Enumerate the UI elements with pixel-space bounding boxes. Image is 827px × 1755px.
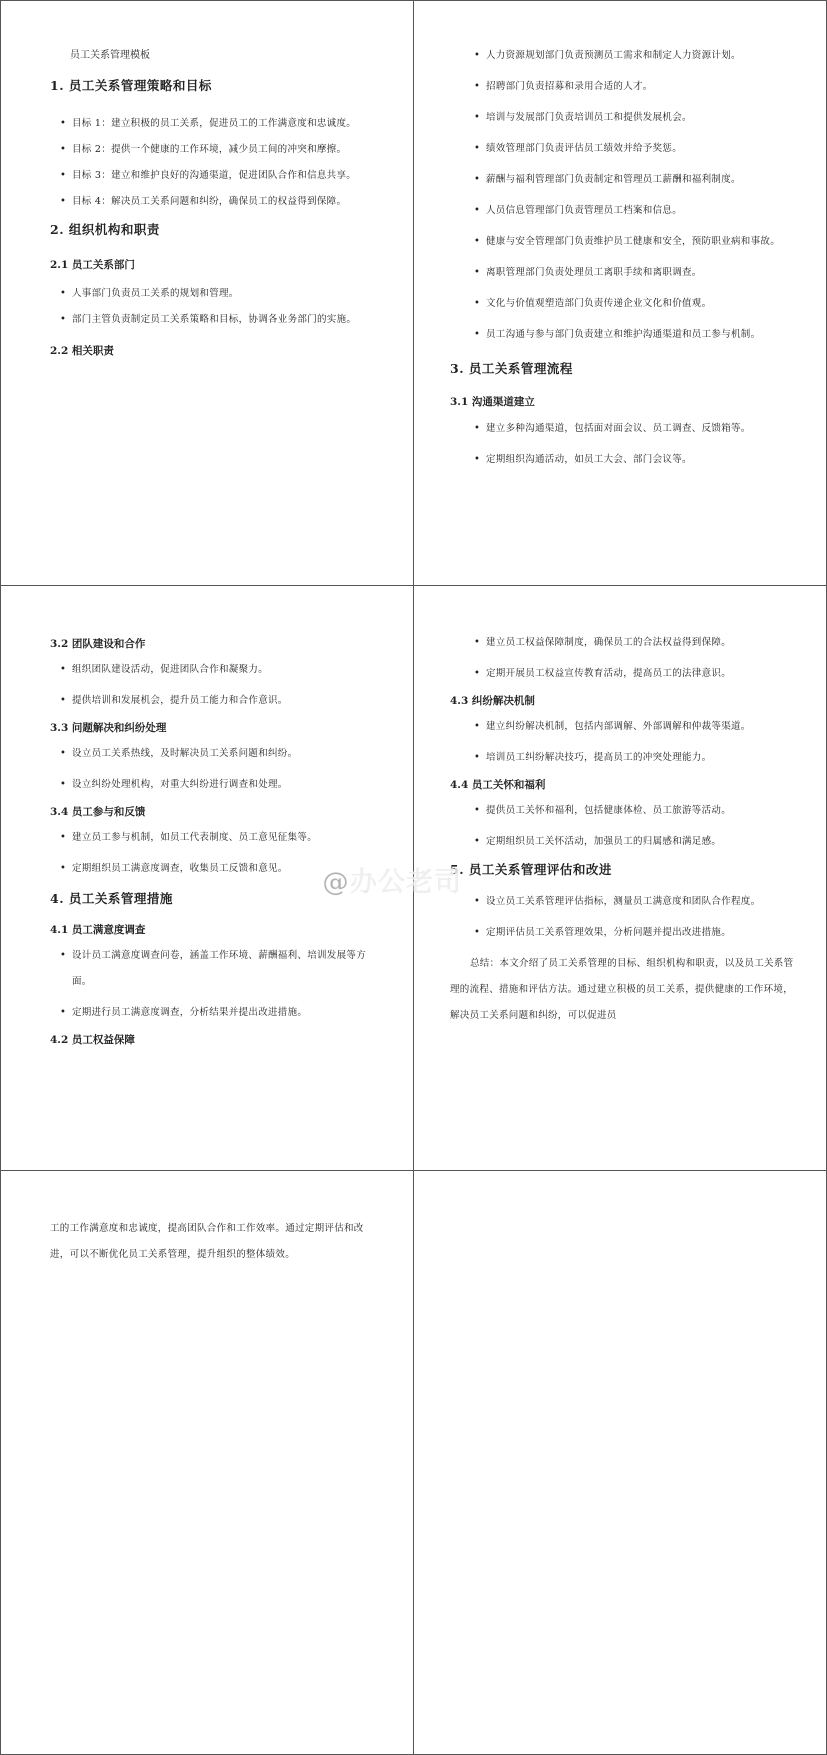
list-item: • 绩效管理部门负责评估员工绩效并给予奖惩。 [464, 136, 794, 162]
list-item: • 目标 1：建立积极的员工关系，促进员工的工作满意度和忠诚度。 [50, 111, 370, 137]
section-4-heading: 4. 员工关系管理措施 [50, 891, 173, 906]
section-4-4-heading: 4.4 员工关怀和福利 [450, 779, 546, 791]
list-item: • 定期开展员工权益宣传教育活动，提高员工的法律意识。 [464, 661, 794, 687]
section-4-1-heading: 4.1 员工满意度调查 [50, 924, 146, 936]
summary-continuation: 工的工作满意度和忠诚度，提高团队合作和工作效率。通过定期评估和改进，可以不断优化员工关系管理，提升组织的整体绩效。 [50, 1223, 364, 1260]
list-item: • 部门主管负责制定员工关系策略和目标，协调各业务部门的实施。 [50, 307, 370, 333]
list-item: • 设计员工满意度调查问卷，涵盖工作环境、薪酬福利、培训发展等方面。 [50, 943, 370, 995]
list-item: • 组织团队建设活动，促进团队合作和凝聚力。 [50, 657, 370, 683]
list-item: • 定期组织员工满意度调查，收集员工反馈和意见。 [50, 856, 370, 882]
section-3-heading: 3. 员工关系管理流程 [450, 361, 573, 376]
section-2-heading: 2. 组织机构和职责 [50, 222, 160, 237]
list-item: • 人员信息管理部门负责管理员工档案和信息。 [464, 198, 794, 224]
section-3-3-heading: 3.3 问题解决和纠纷处理 [50, 722, 167, 734]
list-item: • 设立员工关系管理评估指标，测量员工满意度和团队合作程度。 [464, 889, 794, 915]
list-item: • 人事部门负责员工关系的规划和管理。 [50, 281, 370, 307]
list-item: • 建立员工权益保障制度，确保员工的合法权益得到保障。 [464, 630, 794, 656]
list-item: • 定期评估员工关系管理效果，分析问题并提出改进措施。 [464, 920, 794, 946]
list-item: • 建立员工参与机制，如员工代表制度、员工意见征集等。 [50, 825, 370, 851]
list-item: • 薪酬与福利管理部门负责制定和管理员工薪酬和福利制度。 [464, 167, 794, 193]
list-item: • 目标 4：解决员工关系问题和纠纷，确保员工的权益得到保障。 [50, 189, 370, 215]
section-2-2-heading: 2.2 相关职责 [50, 345, 114, 357]
section-3-4-heading: 3.4 员工参与和反馈 [50, 806, 146, 818]
list-item: • 定期组织员工关怀活动，加强员工的归属感和满足感。 [464, 829, 794, 855]
list-item: • 培训与发展部门负责培训员工和提供发展机会。 [464, 105, 794, 131]
list-item: • 设立员工关系热线，及时解决员工关系问题和纠纷。 [50, 741, 370, 767]
list-item: • 目标 2：提供一个健康的工作环境，减少员工间的冲突和摩擦。 [50, 137, 370, 163]
list-item: • 招聘部门负责招募和录用合适的人才。 [464, 74, 794, 100]
list-item: • 提供培训和发展机会，提升员工能力和合作意识。 [50, 688, 370, 714]
section-4-2-heading: 4.2 员工权益保障 [50, 1034, 135, 1046]
list-item: • 员工沟通与参与部门负责建立和维护沟通渠道和员工参与机制。 [464, 322, 794, 348]
list-item: • 建立多种沟通渠道，包括面对面会议、员工调查、反馈箱等。 [464, 416, 794, 442]
section-3-2-heading: 3.2 团队建设和合作 [50, 638, 146, 650]
list-item: • 目标 3：建立和维护良好的沟通渠道，促进团队合作和信息共享。 [50, 163, 370, 189]
section-1-heading: 1. 员工关系管理策略和目标 [50, 78, 212, 93]
section-5-heading: 5. 员工关系管理评估和改进 [450, 862, 612, 877]
list-item: • 设立纠纷处理机构，对重大纠纷进行调查和处理。 [50, 772, 370, 798]
list-item: • 离职管理部门负责处理员工离职手续和离职调查。 [464, 260, 794, 286]
list-item: • 人力资源规划部门负责预测员工需求和制定人力资源计划。 [464, 43, 794, 69]
list-item: • 健康与安全管理部门负责维护员工健康和安全，预防职业病和事故。 [464, 229, 794, 255]
list-item: • 定期组织沟通活动，如员工大会、部门会议等。 [464, 447, 794, 473]
summary-paragraph: 总结：本文介绍了员工关系管理的目标、组织机构和职责，以及员工关系管理的流程、措施和评估方法。通过建立积极的员工关系，提供健康的工作环境，解决员工关系问题和纠纷，可以促进员 [450, 958, 794, 1021]
list-item: • 定期进行员工满意度调查，分析结果并提出改进措施。 [50, 1000, 370, 1026]
watermark: @办公老司 [322, 867, 462, 898]
section-2-1-heading: 2.1 员工关系部门 [50, 259, 135, 271]
list-item: • 建立纠纷解决机制，包括内部调解、外部调解和仲裁等渠道。 [464, 714, 794, 740]
doc-title: 员工关系管理模板 [70, 50, 150, 61]
section-4-3-heading: 4.3 纠纷解决机制 [450, 695, 535, 707]
list-item: • 提供员工关怀和福利，包括健康体检、员工旅游等活动。 [464, 798, 794, 824]
list-item: • 培训员工纠纷解决技巧，提高员工的冲突处理能力。 [464, 745, 794, 771]
list-item: • 文化与价值观塑造部门负责传递企业文化和价值观。 [464, 291, 794, 317]
section-3-1-heading: 3.1 沟通渠道建立 [450, 396, 535, 408]
